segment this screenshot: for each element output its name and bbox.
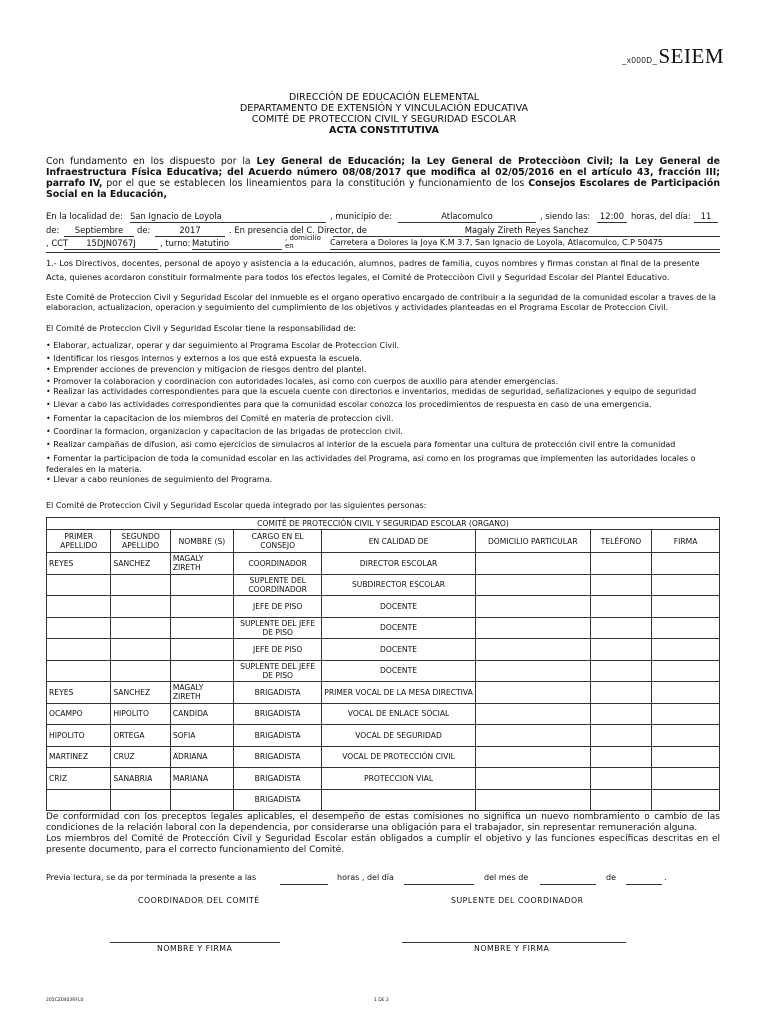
closing-text-e: . [664, 873, 667, 882]
nombre-cell: MARIANA [170, 768, 233, 790]
nombre-cell [170, 596, 233, 618]
cargo-cell: BRIGADISTA [234, 768, 322, 790]
nombre-cell [170, 574, 233, 596]
name-sign-left: NOMBRE Y FIRMA [157, 944, 233, 953]
domicilio-cell[interactable] [475, 789, 590, 811]
cargo-cell: SUPLENTE DEL JEFE DE PISO [234, 617, 322, 639]
dia-field[interactable]: 11 [694, 211, 718, 223]
segundo-apellido-cell [111, 639, 170, 661]
cct-label: , CCT [46, 238, 69, 248]
firma-cell[interactable] [652, 746, 720, 768]
anio-label: de: [137, 225, 151, 235]
cargo-cell: JEFE DE PISO [234, 639, 322, 661]
closing-text-a: Previa lectura, se da por terminada la presente a las [46, 873, 257, 882]
telefono-cell[interactable] [590, 789, 651, 811]
table-row [47, 682, 720, 704]
telefono-cell[interactable] [590, 682, 651, 704]
turno-field[interactable]: Matutino [192, 238, 282, 250]
domicilio-cell[interactable] [475, 596, 590, 618]
col-header: FIRMA [652, 530, 720, 553]
domicilio-cell[interactable] [475, 639, 590, 661]
col-header: DOMICILIO PARTICULAR [475, 530, 590, 553]
signature-line-right [402, 942, 626, 943]
nombre-cell [170, 660, 233, 682]
firma-cell[interactable] [652, 682, 720, 704]
list-item: • Fomentar la participacion de toda la comunidad escolar en las actividades del Programa, asi como en los programas que implementen las autoridades locales o federales en la materia. [46, 453, 720, 475]
list-item: • Emprender acciones de prevencion y mitigacion de riesgos dentro del plantel. [46, 365, 720, 375]
domicilio-cell[interactable] [475, 682, 590, 704]
municipio-label: , municipio de: [330, 211, 393, 221]
nombre-cell: MAGALY ZIRETH [170, 553, 233, 575]
calidad-cell: DOCENTE [322, 639, 476, 661]
closing-year-field[interactable] [626, 873, 662, 885]
telefono-cell[interactable] [590, 596, 651, 618]
intro-paragraph: Con fundamento en los dispuesto por la Ley General de Educación; la Ley General de Protecciòon Civil; la Ley General de Infraestructura Física Educativa; del Acuerdo número 08/08/2017 que modifica al 02/05/2016 en el artículo 43, fracción III; parrafo IV, por el que se establecen los lineamientos para la constitución y funcionamiento de los Consejos Escolares de Participación Social en la Educación, [46, 156, 721, 200]
table-row [47, 639, 720, 661]
domicilio-label: , domicilio en [285, 234, 321, 250]
col-header: TELÉFONO [590, 530, 651, 553]
calidad-cell: SUBDIRECTOR ESCOLAR [322, 574, 476, 596]
domicilio-cell[interactable] [475, 768, 590, 790]
calidad-cell: VOCAL DE SEGURIDAD [322, 725, 476, 747]
list-item: • Llevar a cabo las actividades correspondientes para que la comunidad escolar conozca los procedimientos de respuesta en caso de una emergencia. [46, 400, 720, 410]
table-row [47, 768, 720, 790]
table-row [47, 746, 720, 768]
closing-month-field[interactable] [540, 873, 596, 885]
final-paragraph-1: De conformidad con los preceptos legales aplicables, el desempeño de estas comisiones no significa un nuevo nombramiento o cambio de las condiciones de la relación laboral con la dependencia, por considerarse una obligación para el trabajador, sin representar remuneración alguna. [46, 812, 720, 833]
primer-apellido-cell: MARTINEZ [47, 746, 111, 768]
telefono-cell[interactable] [590, 660, 651, 682]
nombre-cell: ADRIANA [170, 746, 233, 768]
list-item: • Identificar los riesgos internos y externos a los que está expuesta la escuela. [46, 354, 720, 364]
list-item: • Realizar las actividades correspondientes para que la escuela cuente con directorios e inventarios, medidas de seguridad, señalizaciones y equipo de seguridad [46, 387, 720, 397]
telefono-cell[interactable] [590, 574, 651, 596]
paragraph-2: Este Comité de Proteccion Civil y Seguridad Escolar del inmueble es el organo operativo encargado de contribuir a la seguridad de la comunidad escolar a traves de la elaboracion, actualizacion, operacion y seguimiento del cumplimiento de los objetivos y actividades planteadas en el Programa Escolar de Proteccion Civil. [46, 293, 716, 312]
firma-cell[interactable] [652, 725, 720, 747]
segundo-apellido-cell: SANCHEZ [111, 553, 170, 575]
table-row [47, 617, 720, 639]
calidad-cell: PRIMER VOCAL DE LA MESA DIRECTIVA [322, 682, 476, 704]
cargo-cell: SUPLENTE DEL JEFE DE PISO [234, 660, 322, 682]
header-line-1: DIRECCIÓN DE EDUCACIÓN ELEMENTAL [288, 92, 480, 103]
firma-cell[interactable] [652, 617, 720, 639]
anio-field[interactable]: 2017 [155, 225, 225, 237]
calidad-cell: PROTECCION VIAL [322, 768, 476, 790]
col-header: NOMBRE (S) [170, 530, 233, 553]
mes-field[interactable]: Septiembre [64, 225, 134, 237]
localidad-field[interactable]: San Ignacio de Loyola [130, 211, 326, 223]
domicilio-field[interactable]: Carretera a Dolores la Joya K.M 3.7, San Ignacio de Loyola, Atlacomulco, C.P 50475 [330, 238, 720, 250]
cargo-cell: COORDINADOR [234, 553, 322, 575]
substitute-label: SUPLENTE DEL COORDINADOR [451, 896, 584, 905]
firma-cell[interactable] [652, 553, 720, 575]
segundo-apellido-cell: SANCHEZ [111, 682, 170, 704]
divider [46, 252, 720, 253]
list-item: • Llevar a cabo reuniones de seguimiento del Programa. [46, 475, 720, 485]
director-label: . En presencia del C. Director, de [229, 225, 367, 235]
document-title: ACTA CONSTITUTIVA [329, 125, 439, 136]
firma-cell[interactable] [652, 596, 720, 618]
cargo-cell: BRIGADISTA [234, 682, 322, 704]
closing-hour-field[interactable] [280, 873, 328, 885]
table-title: COMITÉ DE PROTECCIÓN CIVIL Y SEGURIDAD ESCOLAR (ORGANO) [47, 518, 720, 530]
primer-apellido-cell [47, 574, 111, 596]
paragraph-4: El Comité de Proteccion Civil y Seguridad Escolar queda integrado por las siguientes personas: [46, 501, 427, 510]
domicilio-cell[interactable] [475, 746, 590, 768]
segundo-apellido-cell [111, 596, 170, 618]
domicilio-cell[interactable] [475, 725, 590, 747]
firma-cell[interactable] [652, 574, 720, 596]
seiem-logo: _x000D_SEIEM [621, 44, 724, 68]
document-header [0, 92, 768, 136]
closing-text-b: horas , del día [337, 873, 394, 882]
primer-apellido-cell [47, 660, 111, 682]
nombre-cell: SOFIA [170, 725, 233, 747]
final-paragraph-2: Los miembros del Comité de Protección Civil y Seguridad Escolar están obligados a cumplir el objetivo y las funciones específicas descritas en el presente documento, para el correcto funcionamiento del Comité. [46, 834, 720, 855]
closing-day-field[interactable] [404, 873, 474, 885]
cargo-cell: BRIGADISTA [234, 725, 322, 747]
segundo-apellido-cell: ORTEGA [111, 725, 170, 747]
domicilio-cell[interactable] [475, 660, 590, 682]
final-paragraphs [46, 812, 720, 856]
committee-table [46, 517, 720, 811]
firma-cell[interactable] [652, 660, 720, 682]
nombre-cell [170, 639, 233, 661]
turno-label: , turno: [160, 238, 191, 248]
calidad-cell: VOCAL DE ENLACE SOCIAL [322, 703, 476, 725]
calidad-cell: DOCENTE [322, 617, 476, 639]
segundo-apellido-cell [111, 789, 170, 811]
list-item: • Coordinar la formacion, organizacion y capacitacion de las brigadas de proteccion civil. [46, 427, 720, 437]
primer-apellido-cell [47, 596, 111, 618]
nombre-cell [170, 789, 233, 811]
calidad-cell: DIRECTOR ESCOLAR [322, 553, 476, 575]
primer-apellido-cell [47, 617, 111, 639]
list-item: • Realizar campañas de difusion, asi como ejercicios de simulacros al interior de la escuela para fomentar una cultura de protección civil entre la comunidad [46, 440, 720, 450]
header-line-3: COMITÉ DE PROTECCION CIVIL Y SEGURIDAD ESCOLAR [251, 114, 517, 125]
nombre-cell: CANDIDA [170, 703, 233, 725]
calidad-cell: DOCENTE [322, 660, 476, 682]
segundo-apellido-cell: CRUZ [111, 746, 170, 768]
hora-field[interactable]: 12:00 [597, 211, 627, 223]
calidad-cell: DOCENTE [322, 596, 476, 618]
paragraph-3: El Comité de Proteccion Civil y Seguridad Escolar tiene la responsabilidad de: [46, 324, 357, 333]
calidad-cell: VOCAL DE PROTECCIÓN CIVIL [322, 746, 476, 768]
telefono-cell[interactable] [590, 703, 651, 725]
primer-apellido-cell: REYES [47, 682, 111, 704]
cargo-cell: SUPLENTE DEL COORDINADOR [234, 574, 322, 596]
table-row [47, 553, 720, 575]
signature-line-left [110, 942, 280, 943]
cct-field[interactable]: 15DJN0767J [64, 238, 158, 250]
telefono-cell[interactable] [590, 725, 651, 747]
col-header: SEGUNDO APELLIDO [111, 530, 170, 553]
firma-cell[interactable] [652, 639, 720, 661]
telefono-cell[interactable] [590, 768, 651, 790]
primer-apellido-cell: REYES [47, 553, 111, 575]
footer-code: 205CZ0403RFL0 [46, 998, 84, 1003]
header-line-2: DEPARTAMENTO DE EXTENSIÓN Y VINCULACIÓN EDUCATIVA [239, 103, 529, 114]
primer-apellido-cell [47, 639, 111, 661]
table-row [47, 703, 720, 725]
domicilio-cell[interactable] [475, 703, 590, 725]
localidad-label: En la localidad de: [46, 211, 123, 221]
cargo-cell: BRIGADISTA [234, 703, 322, 725]
table-row [47, 574, 720, 596]
mes-label: de: [46, 225, 60, 235]
dia-label: horas, del día: [631, 211, 691, 221]
col-header: CARGO EN EL CONSEJO [234, 530, 322, 553]
coordinator-label: COORDINADOR DEL COMITÉ [138, 896, 260, 905]
telefono-cell[interactable] [590, 617, 651, 639]
municipio-field[interactable]: Atlacomulco [398, 211, 536, 223]
segundo-apellido-cell [111, 574, 170, 596]
cargo-cell: BRIGADISTA [234, 746, 322, 768]
telefono-cell[interactable] [590, 553, 651, 575]
segundo-apellido-cell: SANABRIA [111, 768, 170, 790]
nombre-cell [170, 617, 233, 639]
segundo-apellido-cell: HIPOLITO [111, 703, 170, 725]
domicilio-cell[interactable] [475, 553, 590, 575]
page-number: 1 DE 2 [374, 998, 389, 1003]
cargo-cell: BRIGADISTA [234, 789, 322, 811]
col-header: PRIMER APELLIDO [47, 530, 111, 553]
primer-apellido-cell: CRIZ [47, 768, 111, 790]
col-header: EN CALIDAD DE [322, 530, 476, 553]
list-item: • Promover la colaboracion y coordinacion con autoridades locales, asi como con cuerpos de auxilio para atender emergencias. [46, 377, 720, 387]
table-row [47, 789, 720, 811]
table-row [47, 725, 720, 747]
telefono-cell[interactable] [590, 746, 651, 768]
list-item: • Fomentar la capacitacion de los miembros del Comité en materia de proteccion civil. [46, 414, 720, 424]
primer-apellido-cell: HIPOLITO [47, 725, 111, 747]
firma-cell[interactable] [652, 703, 720, 725]
cargo-cell: JEFE DE PISO [234, 596, 322, 618]
table-row [47, 596, 720, 618]
calidad-cell [322, 789, 476, 811]
responsibilities-list [46, 341, 720, 485]
telefono-cell[interactable] [590, 639, 651, 661]
domicilio-cell[interactable] [475, 617, 590, 639]
closing-text-d: de [606, 873, 616, 882]
segundo-apellido-cell [111, 617, 170, 639]
closing-text-c: del mes de [484, 873, 529, 882]
segundo-apellido-cell [111, 660, 170, 682]
domicilio-cell[interactable] [475, 574, 590, 596]
primer-apellido-cell [47, 789, 111, 811]
nombre-cell: MAGALY ZIRETH [170, 682, 233, 704]
director-field[interactable]: Magaly Zireth Reyes Sanchez [333, 225, 720, 237]
table-row [47, 660, 720, 682]
name-sign-right: NOMBRE Y FIRMA [474, 944, 550, 953]
list-item: • Elaborar, actualizar, operar y dar seguimiento al Programa Escolar de Proteccion Civil. [46, 341, 720, 351]
paragraph-1: 1.- Los Directivos, docentes, personal de apoyo y asistencia a la educación, alumnos, padres de familia, cuyos nombres y firmas constan al final de la presente Acta, quienes acordaron constituir formalmente para todos los efectos legales, el Comité de Protecciòon Civil y Seguridad Escolar del Plantel Educativo. [46, 258, 700, 282]
hora-label: , siendo las: [540, 211, 591, 221]
firma-cell[interactable] [652, 789, 720, 811]
primer-apellido-cell: OCAMPO [47, 703, 111, 725]
firma-cell[interactable] [652, 768, 720, 790]
